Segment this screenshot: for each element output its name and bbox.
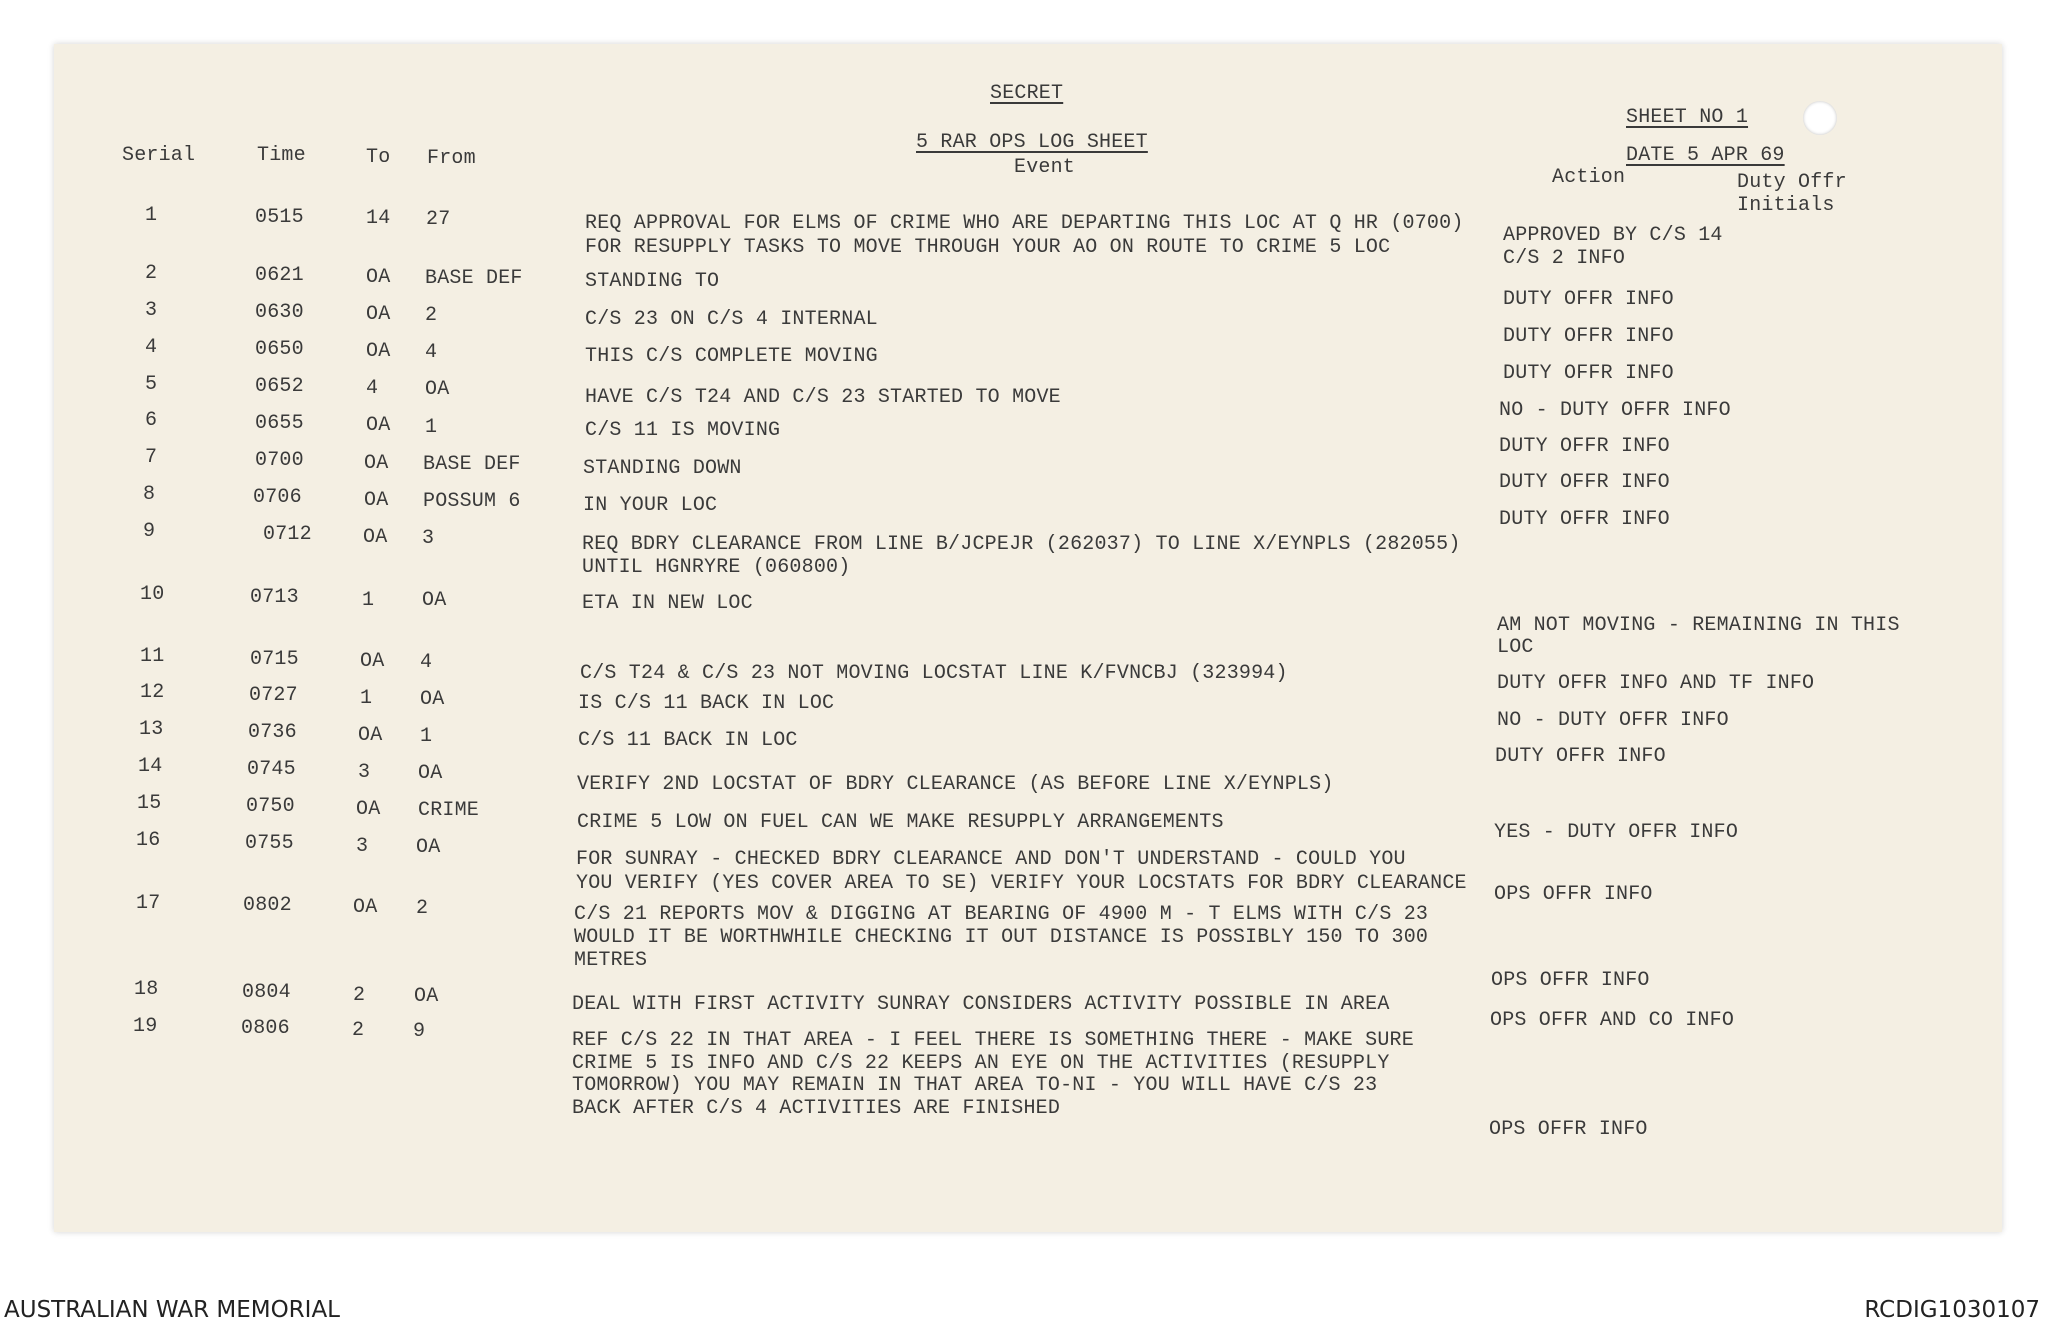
column-header-serial: Serial bbox=[122, 144, 196, 167]
serial-cell: 4 bbox=[145, 336, 158, 359]
from-cell: 4 bbox=[420, 651, 433, 674]
time-cell: 0750 bbox=[246, 795, 295, 818]
event-line: C/S 11 IS MOVING bbox=[585, 419, 781, 442]
serial-cell: 17 bbox=[136, 892, 161, 915]
event-line: YOU VERIFY (YES COVER AREA TO SE) VERIFY YOUR LOCSTATS FOR BDRY CLEARANCE bbox=[576, 872, 1467, 895]
action-line: DUTY OFFR INFO bbox=[1503, 325, 1674, 348]
time-cell: 0630 bbox=[255, 301, 304, 324]
to-cell: 1 bbox=[362, 589, 375, 612]
action-line: DUTY OFFR INFO bbox=[1499, 435, 1670, 458]
action-line: OPS OFFR INFO bbox=[1489, 1118, 1648, 1141]
column-header-to: To bbox=[366, 146, 391, 169]
to-cell: 2 bbox=[353, 984, 366, 1007]
event-line: C/S 23 ON C/S 4 INTERNAL bbox=[585, 308, 878, 331]
event-line: CRIME 5 IS INFO AND C/S 22 KEEPS AN EYE ON THE ACTIVITIES (RESUPPLY bbox=[572, 1052, 1390, 1075]
to-cell: OA bbox=[363, 526, 388, 549]
event-line: REF C/S 22 IN THAT AREA - I FEEL THERE IS SOMETHING THERE - MAKE SURE bbox=[572, 1029, 1414, 1052]
time-cell: 0706 bbox=[253, 486, 302, 509]
event-line: CRIME 5 LOW ON FUEL CAN WE MAKE RESUPPLY ARRANGEMENTS bbox=[577, 811, 1224, 834]
serial-cell: 10 bbox=[140, 583, 165, 606]
time-cell: 0650 bbox=[255, 338, 304, 361]
footer-archive-name: AUSTRALIAN WAR MEMORIAL bbox=[4, 1297, 340, 1323]
event-line: DEAL WITH FIRST ACTIVITY SUNRAY CONSIDERS ACTIVITY POSSIBLE IN AREA bbox=[572, 993, 1390, 1016]
event-line: C/S T24 & C/S 23 NOT MOVING LOCSTAT LINE K/FVNCBJ (323994) bbox=[580, 662, 1288, 685]
serial-cell: 19 bbox=[133, 1015, 158, 1038]
event-line: BACK AFTER C/S 4 ACTIVITIES ARE FINISHED bbox=[572, 1097, 1061, 1120]
serial-cell: 3 bbox=[145, 299, 158, 322]
serial-cell: 5 bbox=[145, 373, 158, 396]
event-line: UNTIL HGNRYRE (060800) bbox=[582, 556, 851, 579]
to-cell: OA bbox=[360, 650, 385, 673]
action-line: LOC bbox=[1497, 636, 1534, 659]
to-cell: 3 bbox=[358, 761, 371, 784]
column-header-event: Event bbox=[1014, 156, 1076, 179]
event-line: HAVE C/S T24 AND C/S 23 STARTED TO MOVE bbox=[585, 386, 1061, 409]
to-cell: OA bbox=[353, 896, 378, 919]
time-cell: 0515 bbox=[255, 206, 304, 229]
event-line: THIS C/S COMPLETE MOVING bbox=[585, 345, 878, 368]
action-line: OPS OFFR AND CO INFO bbox=[1490, 1009, 1735, 1032]
column-header-action: Action bbox=[1552, 166, 1626, 189]
serial-cell: 11 bbox=[140, 645, 165, 668]
time-cell: 0715 bbox=[250, 648, 299, 671]
serial-cell: 8 bbox=[143, 483, 156, 506]
action-line: DUTY OFFR INFO bbox=[1495, 745, 1666, 768]
event-line: REQ BDRY CLEARANCE FROM LINE B/JCPEJR (262037) TO LINE X/EYNPLS (282055) bbox=[582, 533, 1461, 556]
time-cell: 0700 bbox=[255, 449, 304, 472]
to-cell: OA bbox=[364, 452, 389, 475]
event-line: METRES bbox=[574, 949, 648, 972]
action-line: DUTY OFFR INFO bbox=[1499, 471, 1670, 494]
to-cell: OA bbox=[366, 414, 391, 437]
time-cell: 0727 bbox=[249, 684, 298, 707]
sheet-title: 5 RAR OPS LOG SHEET bbox=[916, 131, 1148, 154]
event-line: C/S 11 BACK IN LOC bbox=[578, 729, 798, 752]
event-line: VERIFY 2ND LOCSTAT OF BDRY CLEARANCE (AS BEFORE LINE X/EYNPLS) bbox=[577, 773, 1334, 796]
action-line: OPS OFFR INFO bbox=[1491, 969, 1650, 992]
sheet-number: SHEET NO 1 bbox=[1626, 106, 1749, 129]
time-cell: 0755 bbox=[245, 832, 294, 855]
serial-cell: 16 bbox=[136, 829, 161, 852]
column-header-initials: Initials bbox=[1737, 194, 1835, 217]
from-cell: BASE DEF bbox=[423, 453, 521, 476]
time-cell: 0655 bbox=[255, 412, 304, 435]
from-cell: 2 bbox=[416, 897, 429, 920]
time-cell: 0712 bbox=[263, 523, 312, 546]
action-line: NO - DUTY OFFR INFO bbox=[1499, 399, 1731, 422]
to-cell: OA bbox=[356, 798, 381, 821]
to-cell: 3 bbox=[356, 835, 369, 858]
column-header-from: From bbox=[427, 147, 476, 170]
to-cell: OA bbox=[366, 266, 391, 289]
punch-hole bbox=[1803, 101, 1837, 135]
column-header-duty-offr: Duty Offr bbox=[1737, 171, 1847, 194]
time-cell: 0652 bbox=[255, 375, 304, 398]
time-cell: 0713 bbox=[250, 586, 299, 609]
action-line: YES - DUTY OFFR INFO bbox=[1494, 821, 1739, 844]
from-cell: OA bbox=[422, 589, 447, 612]
event-line: STANDING TO bbox=[585, 270, 720, 293]
serial-cell: 14 bbox=[138, 755, 163, 778]
to-cell: OA bbox=[364, 489, 389, 512]
time-cell: 0802 bbox=[243, 894, 292, 917]
classification-marking: SECRET bbox=[990, 82, 1064, 105]
column-header-time: Time bbox=[257, 144, 306, 167]
from-cell: 2 bbox=[425, 304, 438, 327]
sheet-date: DATE 5 APR 69 bbox=[1626, 144, 1785, 167]
serial-cell: 7 bbox=[145, 446, 158, 469]
time-cell: 0806 bbox=[241, 1017, 290, 1040]
serial-cell: 13 bbox=[139, 718, 164, 741]
event-line: FOR RESUPPLY TASKS TO MOVE THROUGH YOUR AO ON ROUTE TO CRIME 5 LOC bbox=[585, 236, 1391, 259]
to-cell: OA bbox=[366, 303, 391, 326]
event-line: IS C/S 11 BACK IN LOC bbox=[578, 692, 835, 715]
footer-record-id: RCDIG1030107 bbox=[1864, 1297, 2040, 1323]
action-line: C/S 2 INFO bbox=[1503, 247, 1626, 270]
event-line: FOR SUNRAY - CHECKED BDRY CLEARANCE AND DON'T UNDERSTAND - COULD YOU bbox=[576, 848, 1406, 871]
from-cell: 9 bbox=[413, 1020, 426, 1043]
event-line: IN YOUR LOC bbox=[583, 494, 718, 517]
event-line: TOMORROW) YOU MAY REMAIN IN THAT AREA TO-NI - YOU WILL HAVE C/S 23 bbox=[572, 1074, 1378, 1097]
time-cell: 0621 bbox=[255, 264, 304, 287]
serial-cell: 15 bbox=[137, 792, 162, 815]
action-line: OPS OFFR INFO bbox=[1494, 883, 1653, 906]
action-line: NO - DUTY OFFR INFO bbox=[1497, 709, 1729, 732]
serial-cell: 9 bbox=[143, 520, 156, 543]
from-cell: OA bbox=[416, 836, 441, 859]
to-cell: 2 bbox=[352, 1019, 365, 1042]
to-cell: 4 bbox=[366, 377, 379, 400]
from-cell: CRIME bbox=[418, 799, 480, 822]
event-line: REQ APPROVAL FOR ELMS OF CRIME WHO ARE DEPARTING THIS LOC AT Q HR (0700) bbox=[585, 212, 1464, 235]
from-cell: BASE DEF bbox=[425, 267, 523, 290]
from-cell: OA bbox=[420, 688, 445, 711]
time-cell: 0736 bbox=[248, 721, 297, 744]
event-line: ETA IN NEW LOC bbox=[582, 592, 753, 615]
action-line: APPROVED BY C/S 14 bbox=[1503, 224, 1723, 247]
event-line: STANDING DOWN bbox=[583, 457, 742, 480]
from-cell: 1 bbox=[425, 416, 438, 439]
from-cell: OA bbox=[418, 762, 443, 785]
from-cell: 3 bbox=[422, 527, 435, 550]
action-line: DUTY OFFR INFO bbox=[1503, 288, 1674, 311]
event-line: WOULD IT BE WORTHWHILE CHECKING IT OUT DISTANCE IS POSSIBLY 150 TO 300 bbox=[574, 926, 1429, 949]
from-cell: POSSUM 6 bbox=[423, 490, 521, 513]
serial-cell: 2 bbox=[145, 262, 158, 285]
to-cell: 1 bbox=[360, 687, 373, 710]
from-cell: 27 bbox=[426, 208, 451, 231]
action-line: AM NOT MOVING - REMAINING IN THIS bbox=[1497, 614, 1900, 637]
from-cell: OA bbox=[425, 378, 450, 401]
serial-cell: 12 bbox=[140, 681, 165, 704]
time-cell: 0745 bbox=[247, 758, 296, 781]
action-line: DUTY OFFR INFO AND TF INFO bbox=[1497, 672, 1815, 695]
serial-cell: 1 bbox=[145, 204, 158, 227]
serial-cell: 6 bbox=[145, 409, 158, 432]
action-line: DUTY OFFR INFO bbox=[1503, 362, 1674, 385]
to-cell: OA bbox=[366, 340, 391, 363]
from-cell: 1 bbox=[420, 725, 433, 748]
time-cell: 0804 bbox=[242, 981, 291, 1004]
serial-cell: 18 bbox=[134, 978, 159, 1001]
from-cell: OA bbox=[414, 985, 439, 1008]
to-cell: OA bbox=[358, 724, 383, 747]
from-cell: 4 bbox=[425, 341, 438, 364]
action-line: DUTY OFFR INFO bbox=[1499, 508, 1670, 531]
event-line: C/S 21 REPORTS MOV & DIGGING AT BEARING OF 4900 M - T ELMS WITH C/S 23 bbox=[574, 903, 1429, 926]
to-cell: 14 bbox=[366, 207, 391, 230]
